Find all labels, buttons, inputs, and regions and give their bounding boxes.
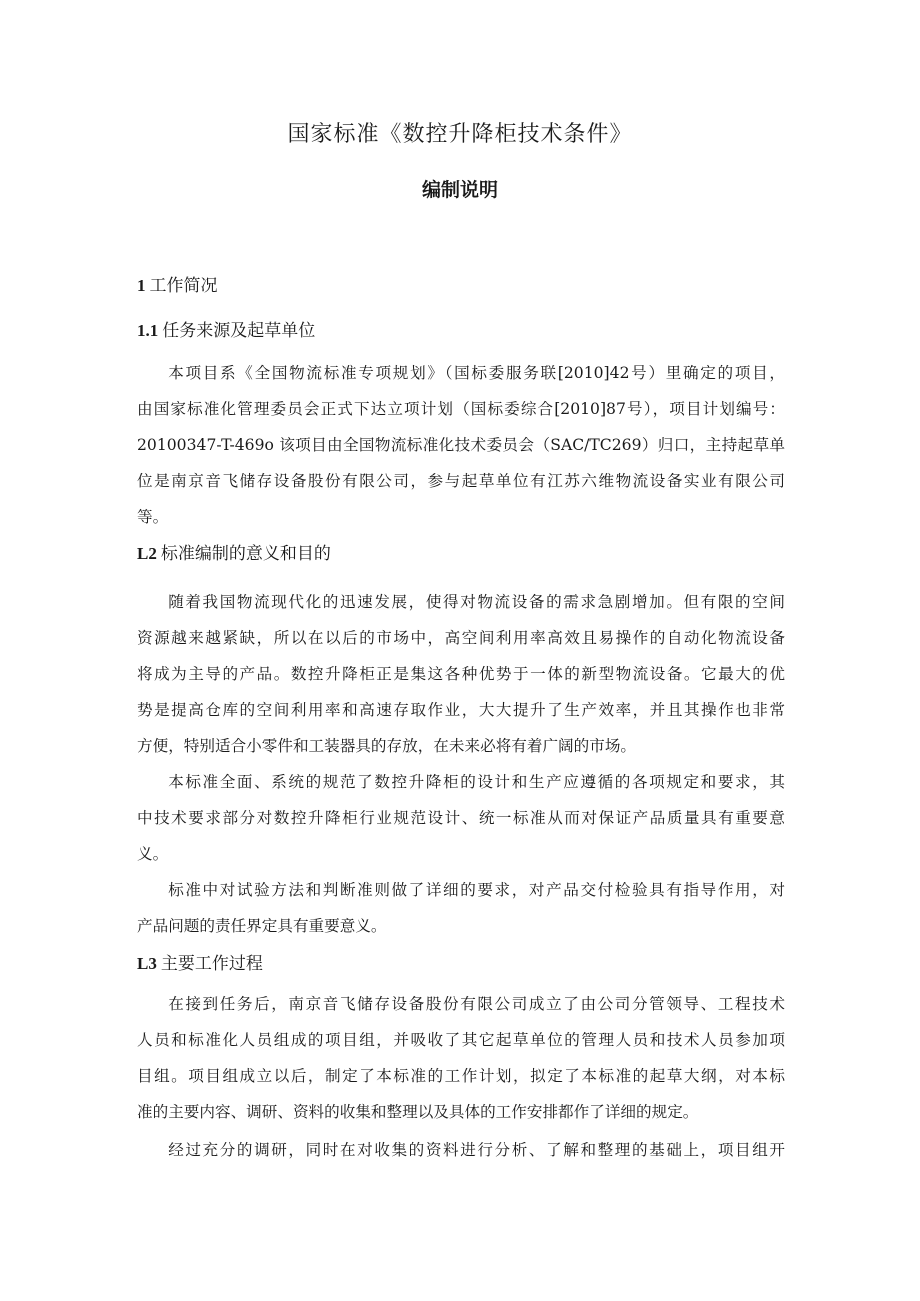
- paragraph-line: 随着我国物流现代化的迅速发展，使得对物流设备的需求急剧增加。但有限的空间: [168, 593, 785, 611]
- paragraph-line: 人员和标准化人员组成的项目组，并吸收了其它起草单位的管理人员和技术人员参加项: [137, 1031, 785, 1049]
- paragraph-work-process: [137, 986, 785, 1130]
- paragraph-line: 势是提高仓库的空间利用率和高速存取作业，大大提升了生产效率，并且其操作也非常: [137, 701, 785, 719]
- paragraph-task-source: [137, 355, 785, 535]
- section-label: 标准编制的意义和目的: [160, 544, 331, 564]
- section-number: 1.1: [137, 321, 159, 340]
- paragraph-line: 方便，特别适合小零件和工装器具的存放，在未来必将有着广阔的市场。: [137, 737, 637, 755]
- paragraph-line: 产品问题的责任界定具有重要意义。: [137, 917, 387, 935]
- paragraph-standard-scope: [137, 764, 785, 872]
- paragraph-line: 等。: [137, 508, 169, 526]
- paragraph-research: [137, 1132, 785, 1168]
- paragraph-line: 目组。项目组成立以后，制定了本标准的工作计划，拟定了本标准的起草大纲，对本标: [137, 1067, 785, 1085]
- paragraph-line: 本标准全面、系统的规范了数控升降柜的设计和生产应遵循的各项规定和要求，其: [168, 773, 785, 791]
- section-heading-1: [137, 273, 218, 299]
- section-number: L2: [137, 544, 157, 563]
- paragraph-line: 资源越来越紧缺，所以在以后的市场中，高空间利用率高效且易操作的自动化物流设备: [137, 629, 785, 647]
- section-label: 工作简况: [149, 276, 218, 296]
- paragraph-line: 在接到任务后，南京音飞储存设备股份有限公司成立了由公司分管领导、工程技术: [168, 995, 785, 1013]
- section-heading-1-1: [137, 318, 315, 344]
- document-subtitle: 编制说明: [421, 179, 498, 201]
- paragraph-line: 由国家标准化管理委员会正式下达立项计划（国标委综合[2010]87号），项目计划编号：: [137, 400, 785, 418]
- paragraph-line: 本项目系《全国物流标准专项规划》（国标委服务联[2010]42号）里确定的项目，: [168, 364, 785, 382]
- paragraph-line: 经过充分的调研，同时在对收集的资料进行分析、了解和整理的基础上，项目组开: [168, 1141, 785, 1159]
- paragraph-line: 准的主要内容、调研、资料的收集和整理以及具体的工作安排都作了详细的规定。: [137, 1103, 699, 1121]
- paragraph-test-methods: [137, 872, 785, 944]
- paragraph-line: 20100347-T-469o 该项目由全国物流标准化技术委员会（SAC/TC269）归口，主持起草单: [137, 436, 785, 454]
- section-label: 任务来源及起草单位: [162, 321, 316, 341]
- section-number: L3: [137, 954, 157, 973]
- section-label: 主要工作过程: [160, 954, 263, 974]
- paragraph-line: 义。: [137, 845, 169, 863]
- section-number: 1: [137, 276, 146, 295]
- paragraph-line: 中技术要求部分对数控升降柜行业规范设计、统一标准从而对保证产品质量具有重要意: [137, 809, 785, 827]
- paragraph-line: 将成为主导的产品。数控升降柜正是集这各种优势于一体的新型物流设备。它最大的优: [137, 665, 785, 683]
- paragraph-line: 标准中对试验方法和判断准则做了详细的要求，对产品交付检验具有指导作用，对: [168, 881, 785, 899]
- paragraph-significance: [137, 584, 785, 764]
- section-heading-1-2: [137, 541, 331, 567]
- section-heading-1-3: [137, 951, 263, 977]
- document-title: 国家标准《数控升降柜技术条件》: [287, 122, 633, 147]
- paragraph-line: 位是南京音飞储存设备股份有限公司，参与起草单位有江苏六维物流设备实业有限公司: [137, 472, 785, 490]
